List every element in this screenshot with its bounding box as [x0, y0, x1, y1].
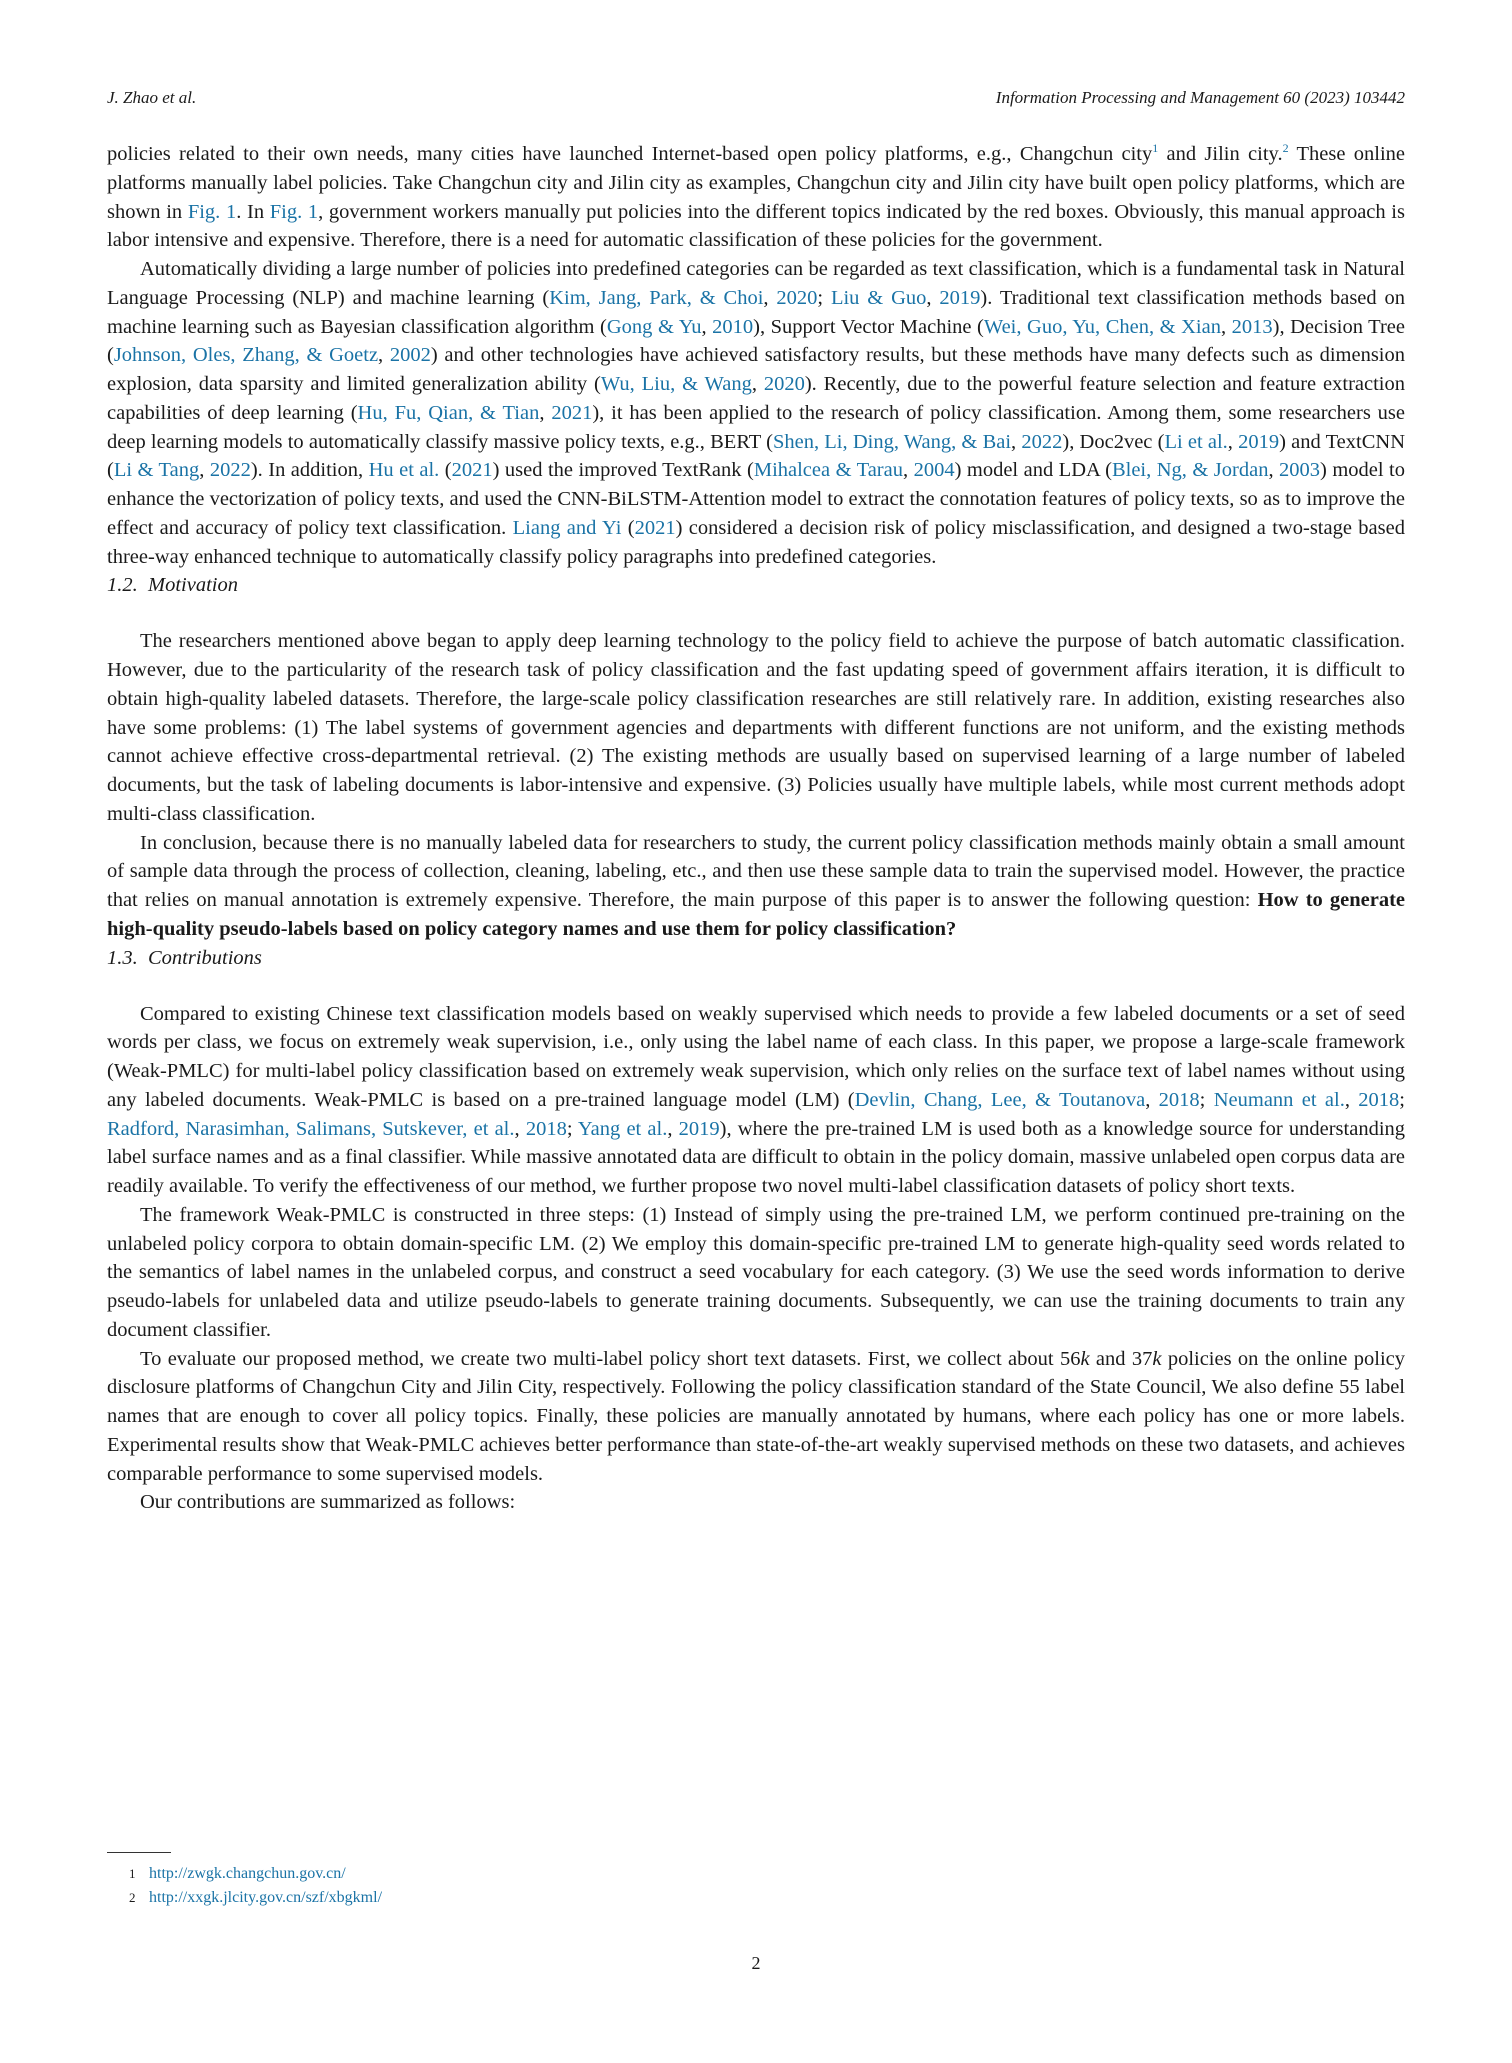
- footnote-ref[interactable]: 1: [1152, 141, 1159, 156]
- text-run: (: [621, 516, 635, 539]
- citation-link[interactable]: Hu, Fu, Qian, & Tian: [357, 401, 540, 424]
- section-title: Motivation: [148, 574, 238, 597]
- text-run: . In: [236, 200, 270, 223]
- citation-link[interactable]: Li et al.: [1164, 430, 1228, 453]
- footnote-number: 1: [129, 1866, 136, 1881]
- text-run: Compared to existing Chinese text classification models based on weakly supervised which needs to provide a few labeled documents or a set of seed words per class, we focus on extremely weak supervision, i.e., only using the label name of each class. In this paper, we propose a large-scale framework (Weak-PMLC) for multi-label policy classification based on extremely weak supervision, which only relies on the surface text of label names without using any labeled documents. Weak-PMLC is based on a pre-trained language model (LM) (: [107, 1002, 1405, 1111]
- text-run: ), it has been applied to the research of policy classification. Among them, some researchers use deep learning models to automatically classify massive policy texts, e.g., BERT (: [107, 401, 1405, 453]
- footnote-url-link[interactable]: http://zwgk.changchun.gov.cn/: [149, 1865, 346, 1882]
- text-run: (: [439, 459, 452, 482]
- paragraph: [107, 1000, 1405, 1201]
- text-run: ;: [817, 286, 831, 309]
- citation-year-link[interactable]: 2002: [389, 344, 431, 367]
- paragraph: [107, 829, 1405, 944]
- text-run: ) and TextCNN (: [107, 430, 1406, 482]
- text-run: ,: [1268, 459, 1280, 482]
- paragraph: [107, 255, 1405, 571]
- section-heading-motivation: [107, 571, 1405, 599]
- text-run: ). In addition,: [250, 459, 369, 482]
- paragraph: The framework Weak-PMLC is constructed in three steps: (1) Instead of simply using the pre-trained LM, we perform continued pre-training on the unlabeled policy corpora to obtain domain-specific LM. (2) We employ this domain-specific pre-trained LM to generate high-quality seed words related to the semantics of label names in the unlabeled corpus, and construct a seed vocabulary for each category. (3) We use the seed words information to derive pseudo-labels for unlabeled data and utilize pseudo-labels to generate training documents. Subsequently, we can use the training documents to train any document classifier.: [107, 1203, 1405, 1341]
- running-header: [107, 88, 1405, 118]
- text-run: ), Decision Tree (: [107, 315, 1405, 367]
- citation-link[interactable]: Wei, Guo, Yu, Chen, & Xian: [983, 315, 1221, 338]
- citation-link[interactable]: Devlin, Chang, Lee, & Toutanova: [854, 1088, 1146, 1111]
- text-run: ,: [926, 286, 940, 309]
- text-run: ), Doc2vec (: [1062, 430, 1165, 453]
- text-run: ,: [539, 401, 552, 424]
- text-run: ,: [751, 373, 764, 395]
- text-run: ) model and LDA (: [954, 459, 1112, 482]
- text-run: ,: [667, 1117, 679, 1140]
- text-run: ). Traditional text classification methods based on machine learning such as Bayesian classification algorithm (: [107, 286, 1406, 338]
- citation-link[interactable]: Mihalcea & Tarau: [753, 459, 903, 482]
- footnote-url-link[interactable]: http://xxgk.jlcity.gov.cn/szf/xbgkml/: [149, 1889, 383, 1906]
- citation-year-link[interactable]: 2003: [1279, 459, 1321, 482]
- citation-year-link[interactable]: 2021: [551, 401, 593, 424]
- paragraph: [107, 1345, 1405, 1489]
- text-run: ;: [1399, 1088, 1405, 1111]
- citation-year-link[interactable]: 2019: [1238, 430, 1280, 453]
- figure-link[interactable]: Fig. 1: [269, 200, 319, 223]
- citation-link[interactable]: Li & Tang: [113, 459, 200, 482]
- header-journal: Information Processing and Management 60 (2023) 103442: [995, 88, 1405, 107]
- citation-link[interactable]: Liang and Yi: [512, 516, 622, 539]
- text-run: ,: [903, 459, 914, 482]
- header-authors: J. Zhao et al.: [107, 88, 197, 107]
- text-run: ,: [1145, 1088, 1159, 1111]
- text-run: ) used the improved TextRank (: [492, 459, 754, 482]
- citation-year-link[interactable]: 2022: [209, 459, 251, 482]
- footnote: [129, 1862, 382, 1886]
- text-run: ) and other technologies have achieved satisfactory results, but these methods have many defects such as dimension explosion, data sparsity and limited generalization ability (: [107, 344, 1406, 395]
- text-run: ;: [566, 1117, 578, 1140]
- section-heading-contributions: [107, 944, 1405, 972]
- text-run: ,: [1344, 1088, 1359, 1111]
- citation-year-link[interactable]: 2019: [939, 286, 981, 309]
- page-number: 2: [751, 1953, 761, 1973]
- text-run: , government workers manually put policies into the different topics indicated by the red boxes. Obviously, this manual approach is labor intensive and expensive. Therefore, there is a need for automatic classification of these policies for the government.: [107, 200, 1405, 252]
- footnote: [129, 1886, 382, 1910]
- citation-link[interactable]: Radford, Narasimhan, Salimans, Sutskever, et al.: [107, 1117, 515, 1140]
- footnote-divider: [107, 1852, 171, 1853]
- footnote-ref[interactable]: 2: [1282, 141, 1289, 156]
- citation-year-link[interactable]: 2022: [1021, 430, 1063, 453]
- citation-year-link[interactable]: 2019: [678, 1117, 720, 1140]
- citation-year-link[interactable]: 2020: [763, 373, 805, 395]
- text-run: ), where the pre-trained LM is used both as a knowledge source for understanding label surface names and as a final classifier. While massive annotated data are difficult to obtain in the policy domain, massive unlabeled open corpus data are readily available. To verify the effectiveness of our method, we further propose two novel multi-label classification datasets of policy short texts.: [107, 1117, 1406, 1197]
- citation-link[interactable]: Liu & Guo: [830, 286, 927, 309]
- citation-link[interactable]: Kim, Jang, Park, & Choi: [549, 286, 764, 309]
- paragraph: The researchers mentioned above began to apply deep learning technology to the policy field to achieve the purpose of batch automatic classification. However, due to the particularity of the research task of policy classification and the fast updating speed of government affairs iteration, it is difficult to obtain high-quality labeled datasets. Therefore, the large-scale policy classification researches are still relatively rare. In addition, existing researches also have some problems: (1) The label systems of government agencies and departments with different functions are not uniform, and the existing methods cannot achieve effective cross-departmental retrieval. (2) The existing methods are usually based on supervised learning of a large number of labeled documents, but the task of labeling documents is labor-intensive and expensive. (3) Policies usually have multiple labels, while most current methods adopt multi-class classification.: [107, 630, 1405, 825]
- figure-link[interactable]: Fig. 1: [187, 200, 237, 223]
- paragraph: [107, 140, 1405, 255]
- text-run: ), Support Vector Machine (: [753, 315, 984, 338]
- text-run: and 37: [1089, 1347, 1153, 1370]
- math-k: k: [1080, 1347, 1090, 1370]
- citation-link[interactable]: Shen, Li, Ding, Wang, & Bai: [772, 430, 1012, 453]
- math-k: k: [1152, 1347, 1162, 1370]
- text-run: and Jilin city.: [1158, 143, 1283, 165]
- text-run: ,: [378, 344, 390, 367]
- text-run: ,: [514, 1117, 526, 1140]
- paragraph: Our contributions are summarized as follows:: [140, 1491, 516, 1514]
- citation-year-link[interactable]: 2004: [913, 459, 955, 482]
- citation-link[interactable]: Hu et al.: [368, 459, 440, 482]
- citation-link[interactable]: Neumann et al.: [1213, 1088, 1345, 1111]
- text-run: ) considered a decision risk of policy misclassification, and designed a two-stage based three-way enhanced technique to automatically classify policy paragraphs into predefined categories.: [107, 516, 1405, 568]
- text-run: In conclusion, because there is no manually labeled data for researchers to study, the current policy classification methods mainly obtain a small amount of sample data through the process of collection, cleaning, labeling, etc., and then use these sample data to train the supervised model. However, the practice that relies on manual annotation is extremely expensive. Therefore, the main purpose of this paper is to answer the following question:: [107, 831, 1405, 911]
- text-run: ) model to enhance the vectorization of policy texts, and used the CNN-BiLSTM-Attention model to extract the connotation features of policy texts, so as to improve the effect and accuracy of policy text classification.: [107, 459, 1405, 539]
- citation-link[interactable]: Yang et al.: [577, 1117, 668, 1140]
- citation-link[interactable]: Blei, Ng, & Jordan: [1111, 459, 1269, 482]
- citation-link[interactable]: Gong & Yu: [606, 315, 702, 338]
- section-number: 1.2.: [107, 574, 138, 597]
- text-run: policies on the online policy disclosure platforms of Changchun City and Jilin City, respectively. Following the policy classification standard of the State Council, We also define 55 label names that are enough to cover all policy topics. Finally, these policies are manually annotated by humans, where each policy has one or more labels. Experimental results show that Weak-PMLC achieves better performance than state-of-the-art weakly supervised methods on these two datasets, and achieves comparable performance to some supervised models.: [107, 1347, 1405, 1485]
- citation-year-link[interactable]: 2018: [525, 1117, 567, 1140]
- research-question: How to generate high-quality pseudo-labels based on policy category names and use them for policy classification?: [107, 889, 1405, 940]
- text-run: policies related to their own needs, many cities have launched Internet-based open policy platforms, e.g., Changchun city: [107, 143, 1153, 165]
- citation-year-link[interactable]: 2010: [712, 315, 754, 338]
- citation-year-link[interactable]: 2018: [1158, 1088, 1200, 1111]
- text-run: ;: [1199, 1088, 1214, 1111]
- text-run: ,: [763, 286, 777, 309]
- section-number: 1.3.: [107, 946, 138, 969]
- text-run: To evaluate our proposed method, we create two multi-label policy short text datasets. First, we collect about 56: [140, 1347, 1081, 1370]
- citation-year-link[interactable]: 2021: [451, 459, 493, 482]
- text-run: ,: [199, 459, 210, 482]
- text-run: ). Recently, due to the powerful feature selection and feature extraction capabilities of deep learning (: [107, 373, 1405, 424]
- citation-link[interactable]: Johnson, Oles, Zhang, & Goetz: [113, 344, 379, 367]
- citation-year-link[interactable]: 2018: [1358, 1088, 1400, 1111]
- text-run: ,: [1227, 430, 1239, 453]
- text-run: Automatically dividing a large number of policies into predefined categories can be regarded as text classification, which is a fundamental task in Natural Language Processing (NLP) and machine learning (: [107, 258, 1405, 309]
- citation-link[interactable]: Wu, Liu, & Wang: [600, 373, 752, 395]
- text-run: ,: [701, 315, 713, 338]
- text-run: These online platforms manually label policies. Take Changchun city and Jilin city as examples, Changchun city and Jilin city have built open policy platforms, which are shown in: [107, 143, 1405, 223]
- footnote-number: 2: [129, 1890, 136, 1905]
- text-run: ,: [1220, 315, 1232, 338]
- citation-year-link[interactable]: 2020: [776, 286, 818, 309]
- text-run: ,: [1011, 430, 1022, 453]
- body-text: [107, 140, 1405, 1517]
- footnotes: [129, 1862, 382, 1910]
- section-title: Contributions: [148, 946, 262, 969]
- citation-year-link[interactable]: 2013: [1231, 315, 1273, 338]
- citation-year-link[interactable]: 2021: [634, 516, 676, 539]
